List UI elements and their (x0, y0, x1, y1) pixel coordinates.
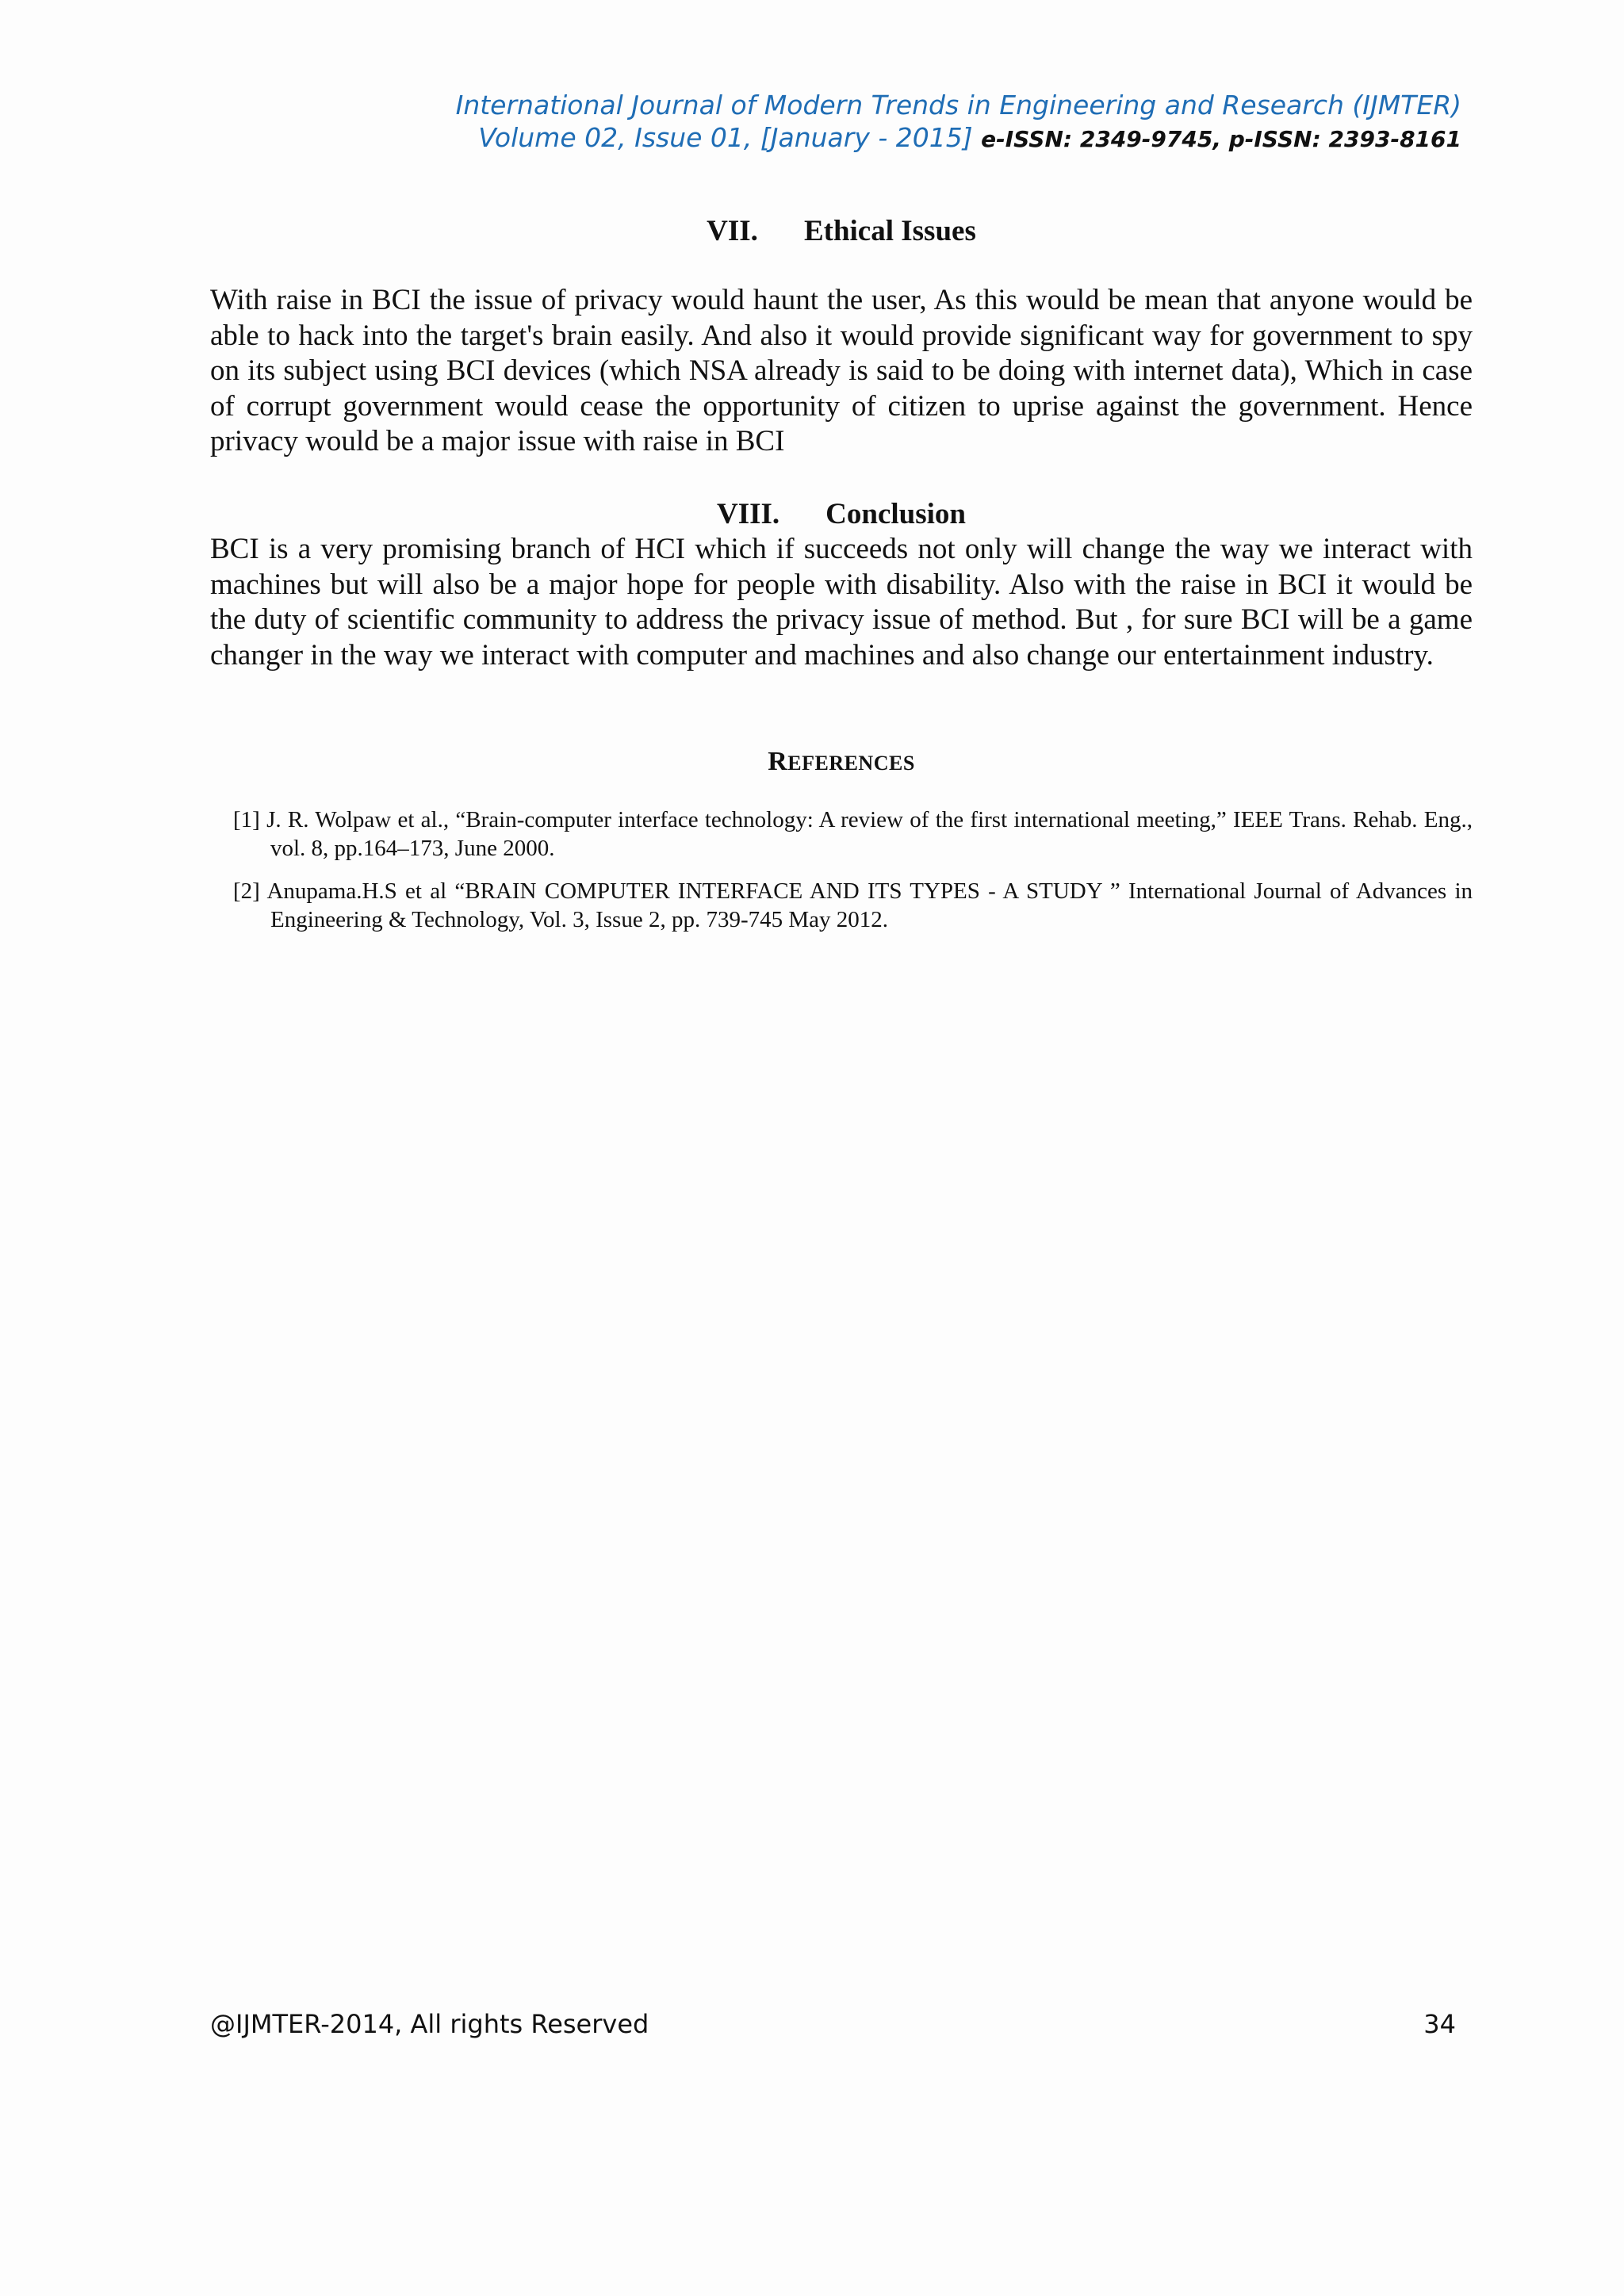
page-number: 34 (1423, 2009, 1456, 2039)
section-number: VIII. (716, 498, 780, 530)
reference-list (210, 806, 1473, 934)
references-heading: REFERENCES (768, 747, 915, 776)
conclusion-heading (210, 497, 1473, 532)
page-footer (210, 2009, 1473, 2039)
copyright-notice: @IJMTER-2014, All rights Reserved (210, 2009, 649, 2039)
journal-issn: e-ISSN: 2349-9745, p-ISSN: 2393-8161 (981, 126, 1461, 152)
ethical-issues-section (210, 214, 1473, 460)
journal-volume: Volume 02, Issue 01, [January - 2015] (478, 122, 973, 153)
ethical-issues-heading (210, 214, 1473, 249)
ethical-issues-paragraph: With raise in BCI the issue of privacy would haunt the user, As this would be mean that anyone would be able to hack into the target's brain easily. And also it would provide significant way for government to spy on its subject using BCI devices (which NSA already is said to be doing with internet data), Which in case of corrupt government would cease the opportunity of citizen to uprise against the government. Hence privacy would be a major issue with raise in BCI (210, 284, 1473, 457)
conclusion-paragraph: BCI is a very promising branch of HCI which if succeeds not only will change the way we interact with machines but will also be a major hope for people with disability. Also with the raise in BCI it would be the duty of scientific community to address the privacy issue of method. But , for sure BCI will be a game changer in the way we interact with computer and machines and also change our entertainment industry. (210, 533, 1473, 672)
section-title: Conclusion (825, 498, 966, 530)
conclusion-section (210, 497, 1473, 673)
reference-item: [1] J. R. Wolpaw et al., “Brain-computer interface technology: A review of the first international meeting,” IEEE Trans. Rehab. Eng., vol. 8, pp.164–173, June 2000. (233, 807, 1473, 861)
journal-header (272, 89, 1461, 155)
journal-title: International Journal of Modern Trends in Engineering and Research (IJMTER) (455, 90, 1461, 121)
reference-item: [2] Anupama.H.S et al “BRAIN COMPUTER INTERFACE AND ITS TYPES - A STUDY ” International Journal of Advances in Engineering & Technology, Vol. 3, Issue 2, pp. 739-745 May 2012. (233, 878, 1473, 932)
references-section (210, 747, 1473, 948)
section-title: Ethical Issues (803, 215, 976, 247)
journal-issue-line (272, 121, 1461, 155)
section-number: VII. (707, 215, 758, 247)
